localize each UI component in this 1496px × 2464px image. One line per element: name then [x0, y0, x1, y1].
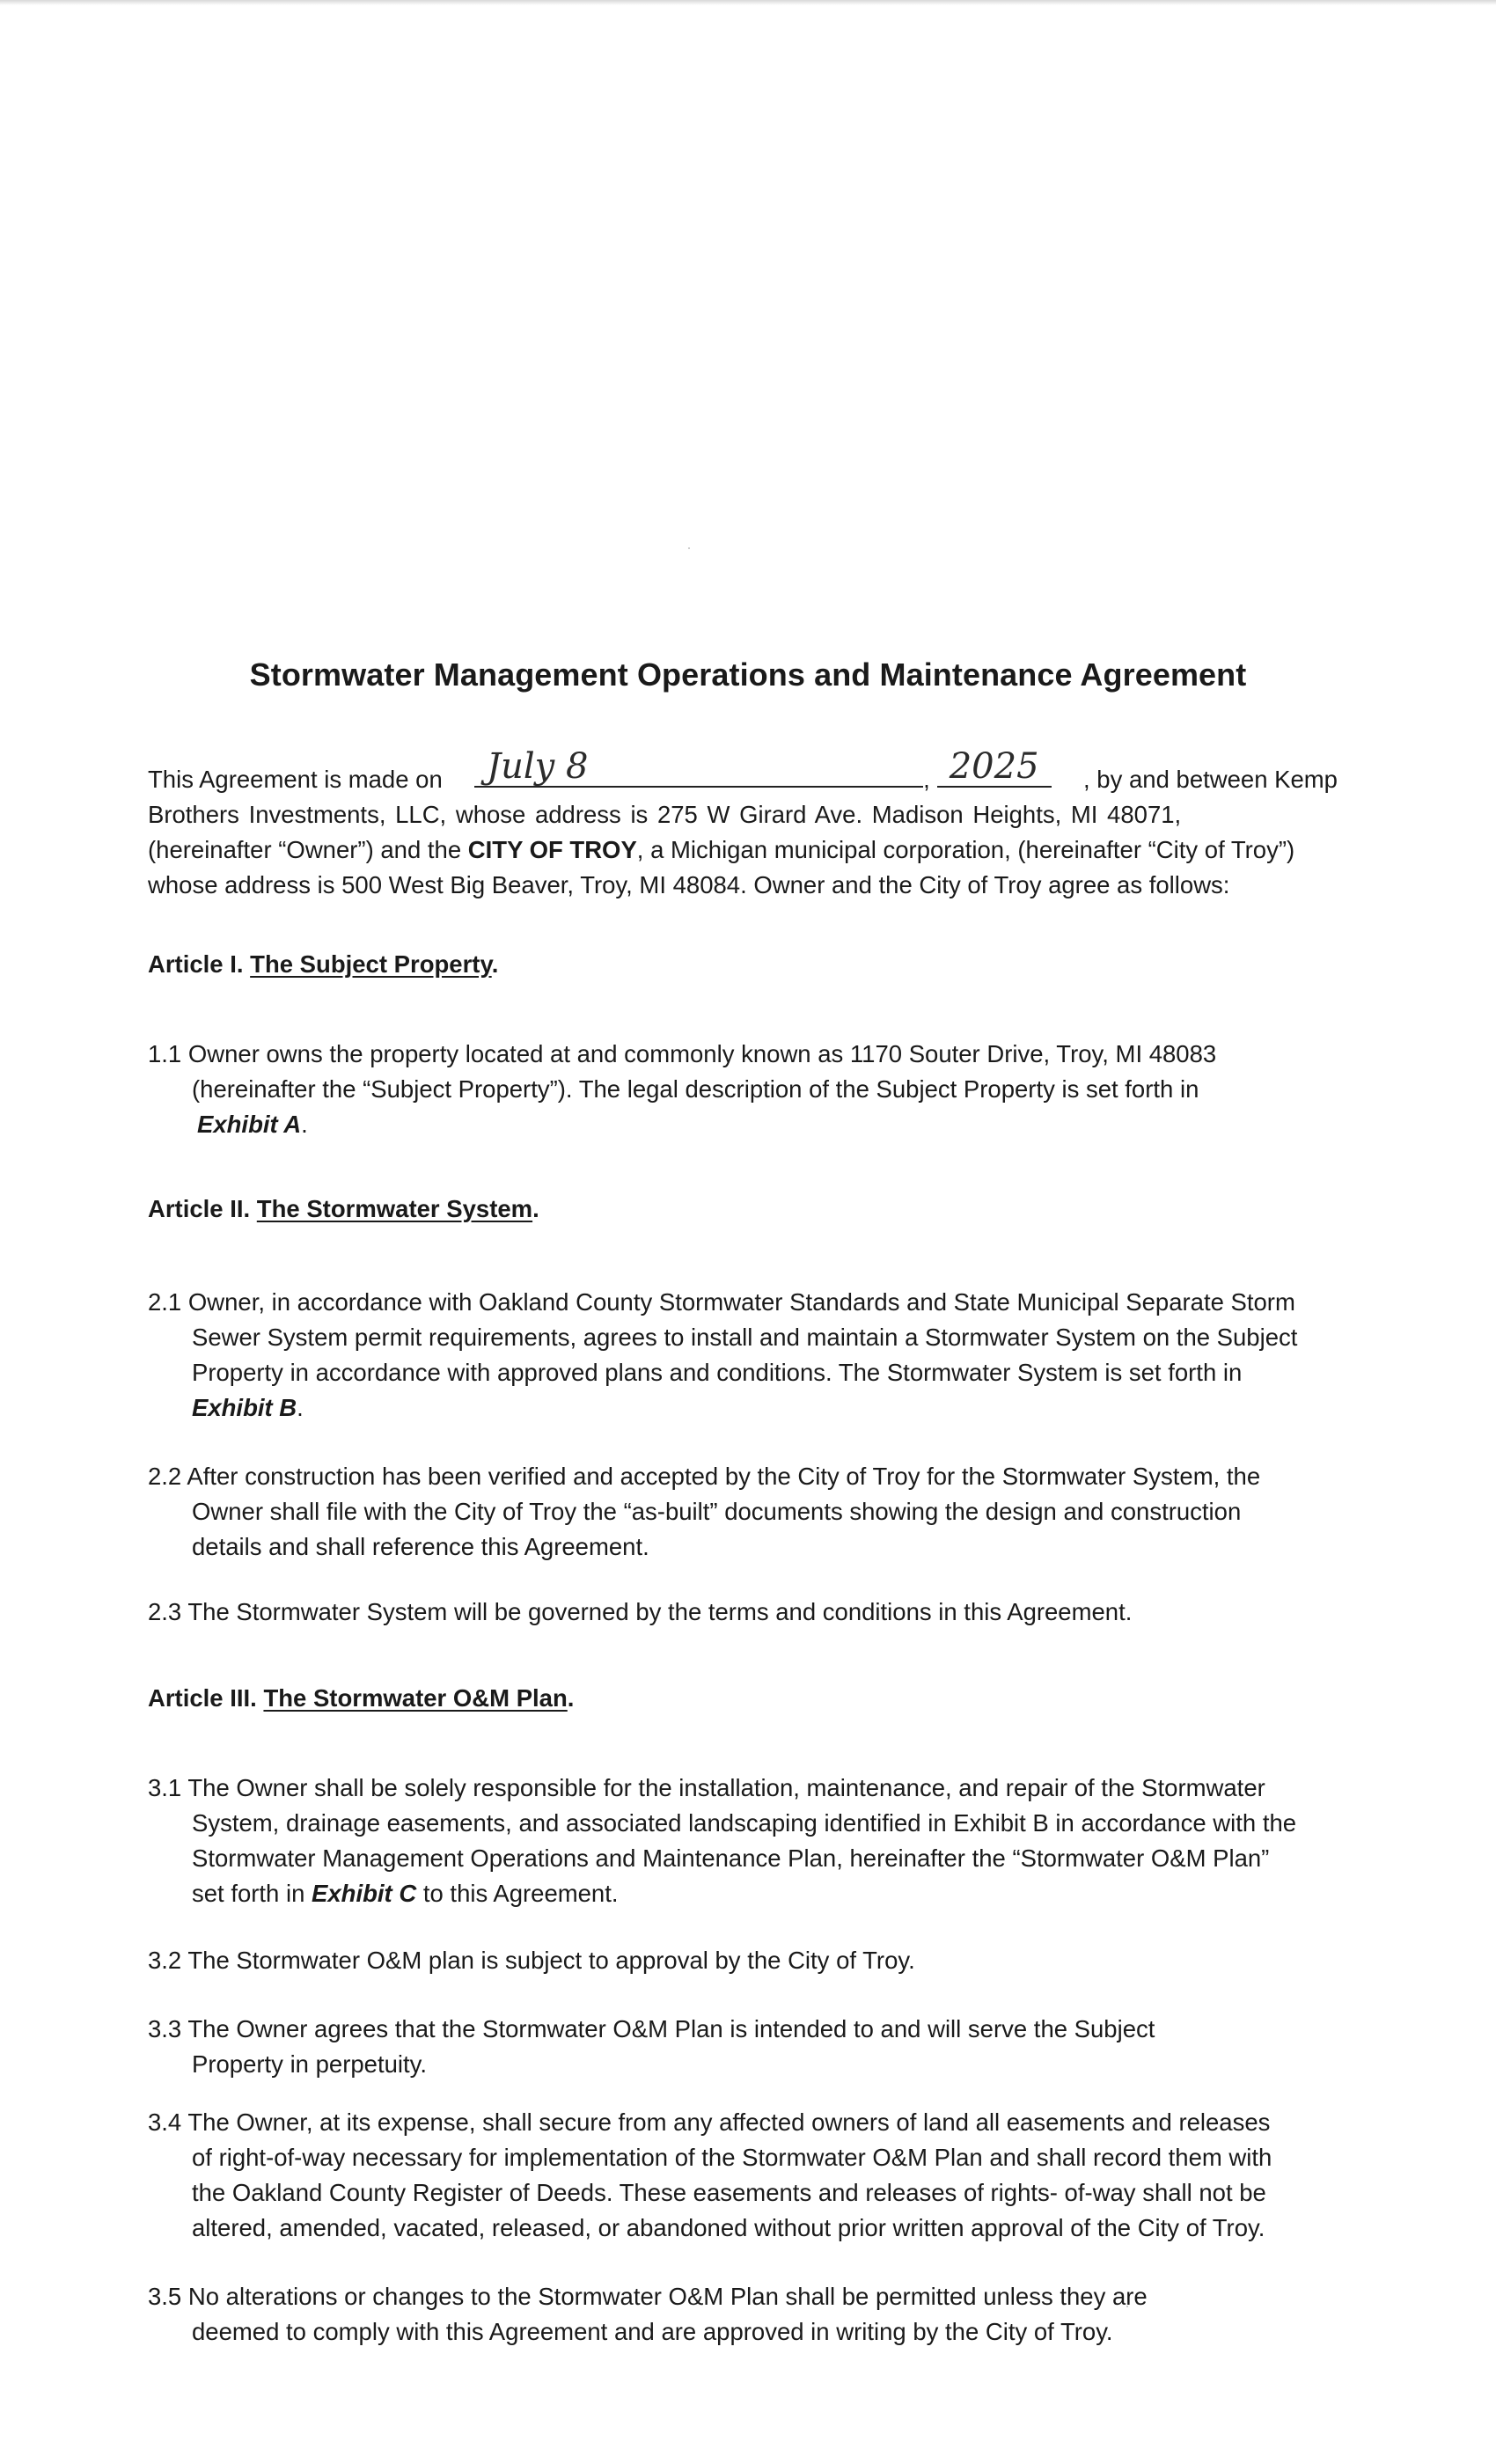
article-2-title: The Stormwater System [256, 1195, 533, 1222]
article-3-label: Article III. [148, 1684, 264, 1712]
section-3-5-line: deemed to comply with this Agreement and are approved in writing by the City of Troy. [192, 2318, 1113, 2345]
exhibit-c-reference: Exhibit C [312, 1880, 417, 1907]
section-3-1-text: to this Agreement. [416, 1880, 619, 1907]
handwritten-date: July 8 [487, 746, 589, 787]
intro-line-4-text: whose address is 500 West Big Beaver, Troy, MI 48084. Owner and the City of Troy agree as follows: [148, 871, 1230, 898]
section-2-1-line: 2.1 Owner, in accordance with Oakland County Stormwater Standards and State Municipal Separate Storm [148, 1288, 1295, 1316]
year-blank [937, 746, 1052, 788]
article-2-heading [148, 1195, 539, 1223]
date-blank [474, 746, 923, 788]
exhibit-b-reference: Exhibit B [192, 1394, 297, 1421]
section-2-1-line: Sewer System permit requirements, agrees to install and maintain a Stormwater System on the Subject [192, 1324, 1298, 1351]
section-3-4-line: of right-of-way necessary for implementation of the Stormwater O&M Plan and shall record them with [192, 2144, 1272, 2171]
article-3-title: The Stormwater O&M Plan [263, 1684, 568, 1712]
article-1-label: Article I. [148, 950, 251, 978]
section-3-3-line: 3.3 The Owner agrees that the Stormwater O&M Plan is intended to and will serve the Subject [148, 2015, 1155, 2042]
intro-line-4 [148, 868, 1338, 903]
article-2-label: Article II. [148, 1195, 257, 1222]
intro-line-3-b: , a Michigan municipal corporation, (hereinafter “City of Troy”) [636, 836, 1295, 863]
section-3-2 [148, 1943, 1338, 1978]
section-2-2 [148, 1459, 1338, 1565]
intro-suffix: , by and between Kemp [1083, 766, 1338, 793]
date-field [474, 746, 1052, 797]
section-3-4-line: 3.4 The Owner, at its expense, shall secure from any affected owners of land all easements and releases [148, 2108, 1271, 2136]
section-2-1-line: Property in accordance with approved plans and conditions. The Stormwater System is set forth in [192, 1359, 1243, 1386]
section-2-2-line: 2.2 After construction has been verified and accepted by the City of Troy for the Stormwater System, the [148, 1463, 1261, 1490]
section-1-1 [148, 1037, 1338, 1142]
section-3-5-line: 3.5 No alterations or changes to the Stormwater O&M Plan shall be permitted unless they are [148, 2283, 1148, 2310]
scan-top-edge [0, 0, 1496, 5]
intro-line-3 [148, 832, 1338, 868]
article-1-period: . [491, 950, 499, 978]
section-3-1-line: Stormwater Management Operations and Maintenance Plan, hereinafter the “Stormwater O&M Plan” [192, 1844, 1270, 1872]
section-1-1-line: (hereinafter the “Subject Property”). The legal description of the Subject Property is set forth in [192, 1075, 1199, 1103]
article-1-title: The Subject Property [250, 950, 492, 978]
section-2-3-line: 2.3 The Stormwater System will be governed by the terms and conditions in this Agreement. [148, 1598, 1133, 1625]
section-2-1 [148, 1285, 1338, 1426]
article-2-period: . [532, 1195, 539, 1222]
article-3-heading [148, 1684, 574, 1712]
section-3-4 [148, 2105, 1338, 2246]
intro-prefix: This Agreement is made on [148, 766, 443, 793]
date-comma: , [923, 766, 930, 793]
section-3-1-text: set forth in [192, 1880, 312, 1907]
section-3-1-line: 3.1 The Owner shall be solely responsible for the installation, maintenance, and repair of the Stormwater [148, 1774, 1265, 1801]
section-3-5 [148, 2279, 1338, 2350]
section-1-1-line [148, 1107, 1338, 1142]
intro-line-2 [148, 797, 1338, 832]
section-3-3 [148, 2012, 1338, 2082]
section-3-1 [148, 1771, 1338, 1911]
intro-line-2-text: Brothers Investments, LLC, whose address is 275 W Girard Ave. Madison Heights, MI 48071, [148, 801, 1182, 828]
section-3-1-line: System, drainage easements, and associated landscaping identified in Exhibit B in accordance with the [192, 1809, 1297, 1837]
city-of-troy-bold: CITY OF TROY [467, 836, 637, 863]
section-3-4-line: the Oakland County Register of Deeds. These easements and releases of rights- of-way shall not be [192, 2179, 1266, 2206]
article-3-period: . [567, 1684, 575, 1712]
exhibit-a-reference: Exhibit A [197, 1111, 302, 1138]
intro-paragraph [148, 746, 1338, 903]
section-3-2-line: 3.2 The Stormwater O&M plan is subject to approval by the City of Troy. [148, 1947, 915, 1974]
section-3-4-line: altered, amended, vacated, released, or abandoned without prior written approval of the City of Troy. [192, 2214, 1265, 2241]
document-title: Stormwater Management Operations and Maintenance Agreement [249, 656, 1247, 693]
section-2-2-line: Owner shall file with the City of Troy the “as-built” documents showing the design and construction [192, 1498, 1242, 1525]
section-1-1-period: . [301, 1111, 308, 1138]
article-1-heading [148, 950, 498, 979]
section-2-1-period: . [297, 1394, 304, 1421]
section-2-2-line: details and shall reference this Agreement. [192, 1533, 649, 1560]
section-1-1-line: 1.1 Owner owns the property located at and commonly known as 1170 Souter Drive, Troy, MI 48083 [148, 1040, 1217, 1067]
handwritten-year: 2025 [949, 746, 1039, 787]
section-3-3-line: Property in perpetuity. [192, 2050, 427, 2078]
intro-line-3-a: (hereinafter “Owner”) and the [148, 836, 468, 863]
section-2-1-line [148, 1390, 1338, 1426]
section-3-1-line [148, 1876, 1338, 1911]
intro-line-1 [148, 746, 1338, 797]
scan-speck [688, 547, 690, 549]
section-2-3 [148, 1595, 1338, 1630]
